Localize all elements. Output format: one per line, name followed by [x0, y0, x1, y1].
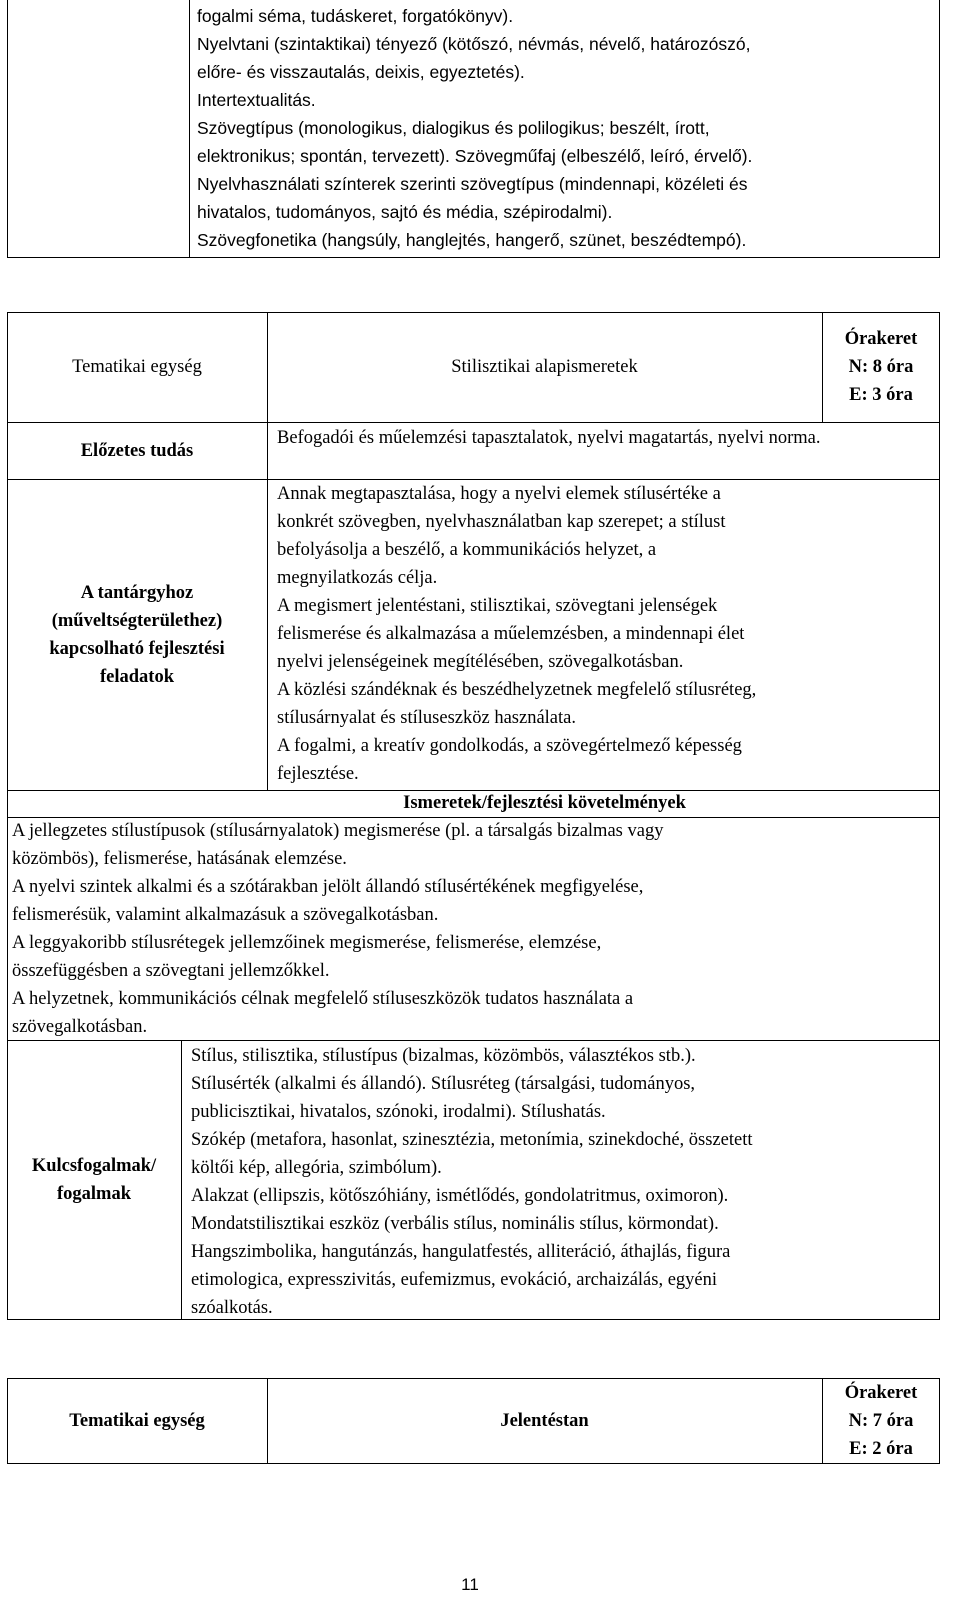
task-line: befolyásolja a beszélő, a kommunikációs helyzet, a: [277, 540, 657, 560]
hours-e: E: 2 óra: [849, 1439, 913, 1459]
keyword-line: Alakzat (ellipszis, kötőszóhiány, ismétlődés, gondolatritmus, oximoron).: [191, 1186, 729, 1206]
task-line: stílusárnyalat és stíluseszköz használata.: [277, 708, 576, 728]
task-line: Annak megtapasztalása, hogy a nyelvi elemek stílusértéke a: [277, 484, 721, 504]
hours-n: N: 8 óra: [848, 357, 914, 377]
requirement-line: A jellegzetes stílustípusok (stílusárnyalatok) megismerése (pl. a társalgás bizalmas vagy: [12, 821, 664, 841]
unit1-requirements-text: [12, 817, 937, 1041]
requirement-line: A nyelvi szintek alkalmi és a szótárakban jelölt állandó stílusértékének megfigyelése,: [12, 877, 644, 897]
task-line: konkrét szövegben, nyelvhasználatban kap szerepet; a stílust: [277, 512, 726, 532]
unit1-requirements-heading: Ismeretek/fejlesztési követelmények: [403, 793, 686, 813]
hours-label: Órakeret: [844, 329, 918, 349]
keyword-line: Stílusérték (alkalmi és állandó). Stílusréteg (társalgási, tudományos,: [191, 1074, 696, 1094]
hours-label: Órakeret: [844, 1383, 918, 1403]
unit1-prior-label: Előzetes tudás: [80, 440, 194, 461]
unit1-tasks-label: A tantárgyhoz (műveltségterülethez) kapcsolható fejlesztési feladatok: [49, 582, 225, 687]
requirement-line: közömbös), felismerése, hatásának elemzése.: [12, 849, 347, 869]
task-line: A fogalmi, a kreatív gondolkodás, a szövegértelmező képesség: [277, 736, 742, 756]
top-line: Nyelvtani (szintaktikai) tényező (kötőszó, névmás, névelő, határozószó,: [197, 34, 751, 54]
requirement-line: felismerésük, valamint alkalmazásuk a szövegalkotásban.: [12, 905, 439, 925]
unit2-hours: [822, 1378, 940, 1464]
top-line: Nyelvhasználati színterek szerinti szövegtípus (mindennapi, közéleti és: [197, 174, 748, 194]
top-content-cell: [197, 2, 937, 254]
keyword-line: publicisztikai, hivatalos, szónoki, irodalmi). Stílushatás.: [191, 1102, 606, 1122]
unit1-header-label: Tematikai egység: [72, 357, 202, 377]
requirement-line: szövegalkotásban.: [12, 1017, 148, 1037]
top-line: Szövegfonetika (hangsúly, hanglejtés, hangerő, szünet, beszédtempó).: [197, 230, 747, 250]
unit1-tasks-text: [277, 480, 937, 788]
keyword-line: etimologica, expresszivitás, eufemizmus, evokáció, archaizálás, egyéni: [191, 1270, 718, 1290]
hours-n: N: 7 óra: [848, 1411, 914, 1431]
keyword-line: Hangszimbolika, hangutánzás, hangulatfestés, alliteráció, áthajlás, figura: [191, 1242, 731, 1262]
top-line: Szövegtípus (monologikus, dialogikus és polilogikus; beszélt, írott,: [197, 118, 710, 138]
task-line: fejlesztése.: [277, 764, 359, 784]
keyword-line: költői kép, allegória, szimbólum).: [191, 1158, 442, 1178]
task-line: nyelvi jelenségeinek megítélésében, szövegalkotásban.: [277, 652, 684, 672]
hours-e: E: 3 óra: [849, 385, 913, 405]
task-line: felismerése és alkalmazása a műelemzésben, a mindennapi élet: [277, 624, 745, 644]
unit1-title: Stilisztikai alapismeretek: [451, 357, 638, 377]
unit1-keywords-label: Kulcsfogalmak/ fogalmak: [31, 1156, 157, 1204]
requirement-line: összefüggésben a szövegtani jellemzőkkel.: [12, 961, 330, 981]
requirement-line: A leggyakoribb stílusrétegek jellemzőinek megismerése, felismerése, elemzése,: [12, 933, 602, 953]
unit2-title: Jelentéstan: [500, 1411, 589, 1431]
requirement-line: A helyzetnek, kommunikációs célnak megfelelő stíluseszközök tudatos használata a: [12, 989, 634, 1009]
unit2-header-label: Tematikai egység: [69, 1411, 205, 1431]
task-line: A közlési szándéknak és beszédhelyzetnek megfelelő stílusréteg,: [277, 680, 757, 700]
task-line: A megismert jelentéstani, stilisztikai, szövegtani jelenségek: [277, 596, 718, 616]
keyword-line: Szókép (metafora, hasonlat, szinesztézia, metonímia, szinekdoché, összetett: [191, 1130, 753, 1150]
top-line: elektronikus; spontán, tervezett). Szövegműfaj (elbeszélő, leíró, érvelő).: [197, 146, 753, 166]
top-line: előre- és visszautalás, deixis, egyeztetés).: [197, 62, 525, 82]
unit1-hours: [822, 312, 940, 422]
keyword-line: Stílus, stilisztika, stílustípus (bizalmas, közömbös, választékos stb.).: [191, 1046, 696, 1066]
page-number: 11: [461, 1575, 479, 1594]
top-line: hivatalos, tudományos, sajtó és média, szépirodalmi).: [197, 202, 613, 222]
unit1-keywords-divider: [181, 1040, 182, 1320]
top-column-divider: [189, 0, 190, 258]
top-line: fogalmi séma, tudáskeret, forgatókönyv).: [197, 6, 514, 26]
unit1-keywords-text: [191, 1042, 937, 1322]
keyword-line: Mondatstilisztikai eszköz (verbális stílus, nominális stílus, körmondat).: [191, 1214, 719, 1234]
task-line: megnyilatkozás célja.: [277, 568, 438, 588]
keyword-line: szóalkotás.: [191, 1298, 273, 1318]
top-line: Intertextualitás.: [197, 90, 316, 110]
unit1-prior-text: Befogadói és műelemzési tapasztalatok, nyelvi magatartás, nyelvi norma.: [277, 428, 821, 448]
